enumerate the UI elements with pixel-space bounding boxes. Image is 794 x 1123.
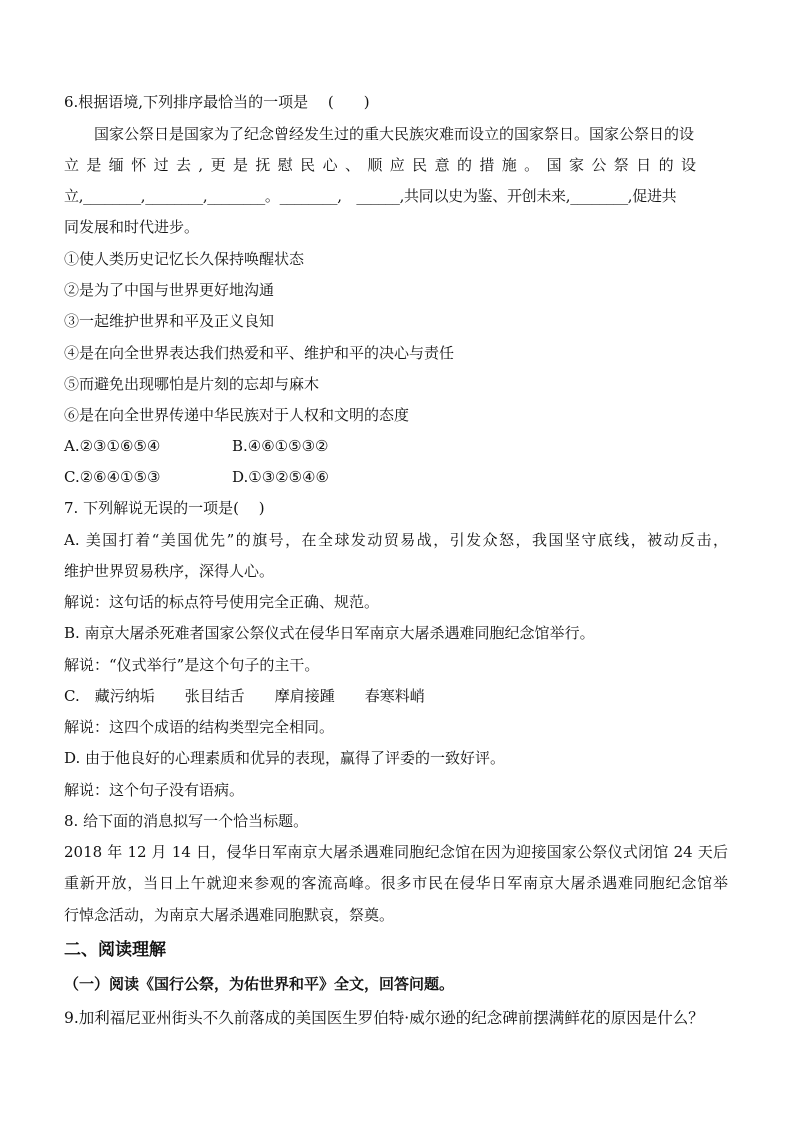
section-heading: 二、阅读理解: [64, 940, 166, 960]
q7-option-c: C. 藏污纳垢 张目结舌 摩肩接踵 春寒料峭: [64, 687, 425, 705]
q6-stem: 6.根据语境,下列排序最恰当的一项是 ( ): [64, 93, 370, 111]
q6-item-1: ①使人类历史记忆长久保持唤醒状态: [64, 250, 305, 268]
q6-paragraph-line-2: 立是缅怀过去,更是抚慰民心、顺应民意的措施。国家公祭日的设: [64, 156, 704, 174]
reading-instruction: （一）阅读《国行公祭，为佑世界和平》全文，回答问题。: [64, 975, 455, 993]
q7-option-c-note: 解说：这四个成语的结构类型完全相同。: [64, 718, 335, 736]
q6-item-2: ②是为了中国与世界更好地沟通: [64, 281, 275, 299]
q6-paragraph-line-4: 同发展和时代进步。: [64, 218, 200, 236]
q6-option-b: B.④⑥①⑤③②: [232, 437, 329, 455]
q6-option-c: C.②⑥④①⑤③: [64, 468, 161, 486]
q7-option-a-line-1: A. 美国打着“美国优先”的旗号，在全球发动贸易战，引发众怒，我国坚守底线，被动反击，: [64, 531, 728, 549]
q6-paragraph-line-3: 立,________,________,________。________, ______,共同以史为鉴、开创未来,________,促进共: [64, 187, 677, 205]
q8-paragraph-line-3: 行悼念活动，为南京大屠杀遇难同胞默哀，祭奠。: [64, 906, 395, 924]
q7-stem: 7. 下列解说无误的一项是( ): [64, 499, 265, 517]
q7-option-b-note: 解说：“仪式举行”是这个句子的主干。: [64, 656, 320, 674]
q6-item-4: ④是在向全世界表达我们热爱和平、维护和平的决心与责任: [64, 344, 455, 362]
q7-option-a-note: 解说：这句话的标点符号使用完全正确、规范。: [64, 593, 380, 611]
q8-stem: 8. 给下面的消息拟写一个恰当标题。: [64, 812, 309, 830]
q8-paragraph-line-2: 重新开放，当日上午就迎来参观的客流高峰。很多市民在侵华日军南京大屠杀遇难同胞纪念馆举: [64, 874, 728, 892]
q6-option-a: A.②③①⑥⑤④: [64, 437, 161, 455]
q6-paragraph-line-1: 国家公祭日是国家为了纪念曾经发生过的重大民族灾难而设立的国家祭日。国家公祭日的设: [94, 125, 695, 143]
q6-item-6: ⑥是在向全世界传递中华民族对于人权和文明的态度: [64, 406, 410, 424]
q7-option-a-line-2: 维护世界贸易秩序，深得人心。: [64, 562, 275, 580]
q7-option-b: B. 南京大屠杀死难者国家公祭仪式在侵华日军南京大屠杀遇难同胞纪念馆举行。: [64, 624, 595, 642]
q7-option-d-note: 解说：这个句子没有语病。: [64, 781, 245, 799]
q6-option-d: D.①③②⑤④⑥: [232, 468, 329, 486]
q6-item-5: ⑤而避免出现哪怕是片刻的忘却与麻木: [64, 375, 320, 393]
q8-paragraph-line-1: 2018 年 12 月 14 日，侵华日军南京大屠杀遇难同胞纪念馆在因为迎接国家公祭仪式闭馆 24 天后: [64, 843, 728, 861]
q6-item-3: ③一起维护世界和平及正义良知: [64, 312, 275, 330]
q9-stem: 9.加利福尼亚州街头不久前落成的美国医生罗伯特·威尔逊的纪念碑前摆满鲜花的原因是什么？: [64, 1009, 704, 1027]
q7-option-d: D. 由于他良好的心理素质和优异的表现，赢得了评委的一致好评。: [64, 749, 506, 767]
